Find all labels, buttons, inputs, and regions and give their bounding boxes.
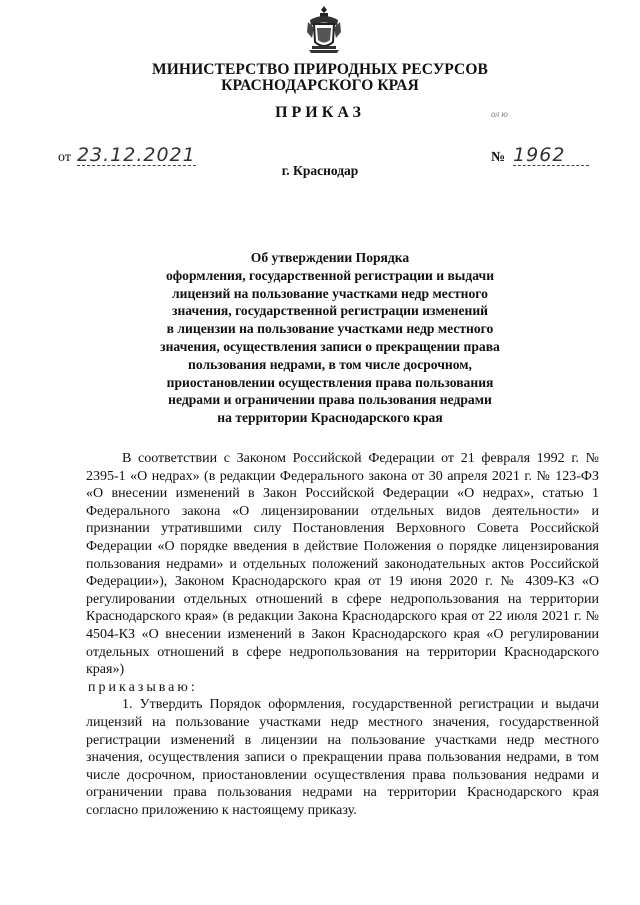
order-item-1: 1. Утвердить Порядок оформления, государственной регистрации и выдачи лицензий на пользование участками недр местного значения, государственной регистрации изменений в лицензии на пользование участками недр местного значения, осуществления записи о прекращении права пользования недрами, в том числе досрочном, приостановлении осуществления права пользования недрами и ограничении права пользования недрами на территории Краснодарского края согласно приложению к настоящему приказу. <box>86 697 599 818</box>
margin-mark: ол ю <box>491 109 508 119</box>
title-line: оформления, государственной регистрации и выдачи <box>165 267 495 283</box>
krasnodar-coat-of-arms-icon <box>304 4 344 54</box>
preamble-paragraph: В соответствии с Законом Российской Федерации от 21 февраля 1992 г. № 2395-1 «О недрах» (в редакции Федерального закона от 30 апреля 2021 г. № 123-ФЗ «О внесении изменений в Закон Российской Федерации «О недрах», статью 1 Федерального закона «О лицензировании отдельных видов деятельности» и признании утратившими силу Постановления Верховного Совета Российской Федерации «О порядке введения в действие Положения о порядке лицензирования пользования недрами» и отдельных положений законодательных актов Российской Федерации»), Законом Краснодарского края от 19 июня 2020 г. № 4309-КЗ «О регулировании отдельных отношений в сфере недропользования на территории Краснодарского края» (в редакции Закона Краснодарского края от 22 июля 2021 г. № 4504-КЗ «О внесении изменений в Закон Краснодарского края «О регулировании отдельных отношений в сфере недропользования на территории Краснодарского края») <box>86 451 599 678</box>
order-heading: ПРИКАЗ <box>275 104 365 121</box>
title-line: значения, осуществления записи о прекращении права <box>160 338 500 354</box>
ministry-name <box>0 62 640 94</box>
date-prefix: от <box>58 150 71 165</box>
title-line: приостановлении осуществления права пользования <box>166 374 494 390</box>
title-line: в лицензии на пользование участками недр местного <box>166 321 494 337</box>
title-line: значения, государственной регистрации изменений <box>172 303 488 319</box>
title-line: недрами и ограничении права пользования недрами <box>168 392 492 408</box>
document-title <box>140 249 520 427</box>
document-body <box>86 450 599 819</box>
title-line: на территории Краснодарского края <box>217 410 443 426</box>
title-line: Об утверждении Порядка <box>250 250 410 265</box>
ministry-line-1: МИНИСТЕРСТВО ПРИРОДНЫХ РЕСУРСОВ <box>152 61 488 78</box>
title-line: лицензий на пользование участками недр местного <box>172 285 488 301</box>
number-handwritten: 1962 <box>513 145 589 166</box>
date-handwritten: 23.12.2021 <box>76 144 196 166</box>
order-verb: приказываю: <box>88 679 198 695</box>
ministry-line-2: КРАСНОДАРСКОГО КРАЯ <box>221 77 419 94</box>
number-prefix: № <box>491 150 506 165</box>
city-name: г. Краснодар <box>281 163 359 178</box>
title-line: пользования недрами, в том числе досрочном, <box>188 356 472 372</box>
